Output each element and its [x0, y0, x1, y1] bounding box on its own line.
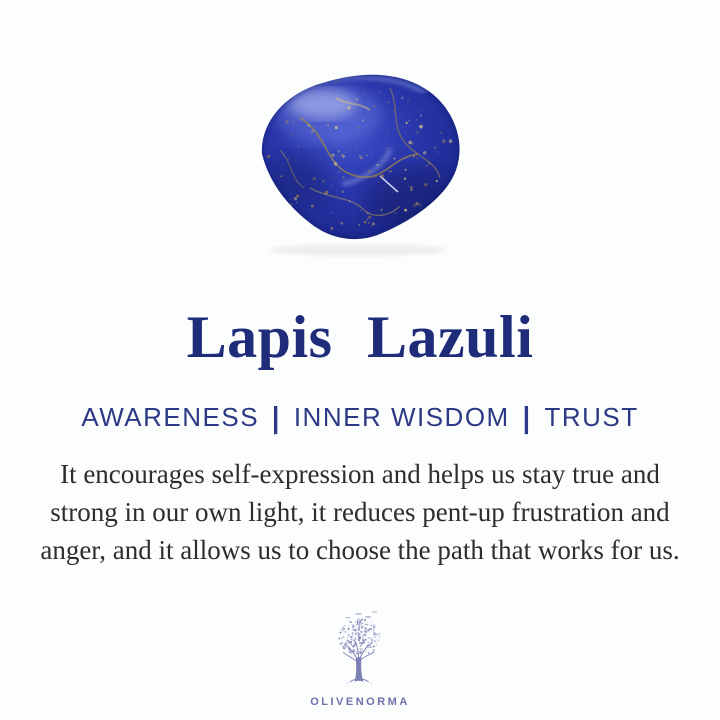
description-text — [40, 455, 679, 569]
page-title: Lapis Lazuli — [186, 304, 534, 370]
trait-separator: | — [272, 399, 281, 435]
description-line: strong in our own light, it reduces pent-up frustration and — [50, 497, 670, 527]
brand-name: OLIVENORMA — [310, 696, 410, 708]
trait-separator: | — [522, 399, 532, 435]
trait-label-trust: TRUST — [544, 402, 639, 432]
trait-label-awareness: AWARENESS — [81, 402, 260, 432]
lapis-lazuli-stone-image — [240, 58, 480, 258]
trait-label-inner-wisdom: INNER WISDOM — [293, 402, 510, 432]
description-line: It encourages self-expression and helps us stay true and — [60, 459, 660, 489]
lapis-lazuli-stone-icon — [240, 58, 480, 258]
description-line: anger, and it allows us to choose the path that works for us. — [40, 535, 680, 565]
tree-foliage — [338, 618, 380, 654]
brand-logo — [310, 609, 410, 708]
traits-row — [81, 399, 639, 435]
tree-logo-icon — [324, 609, 396, 693]
